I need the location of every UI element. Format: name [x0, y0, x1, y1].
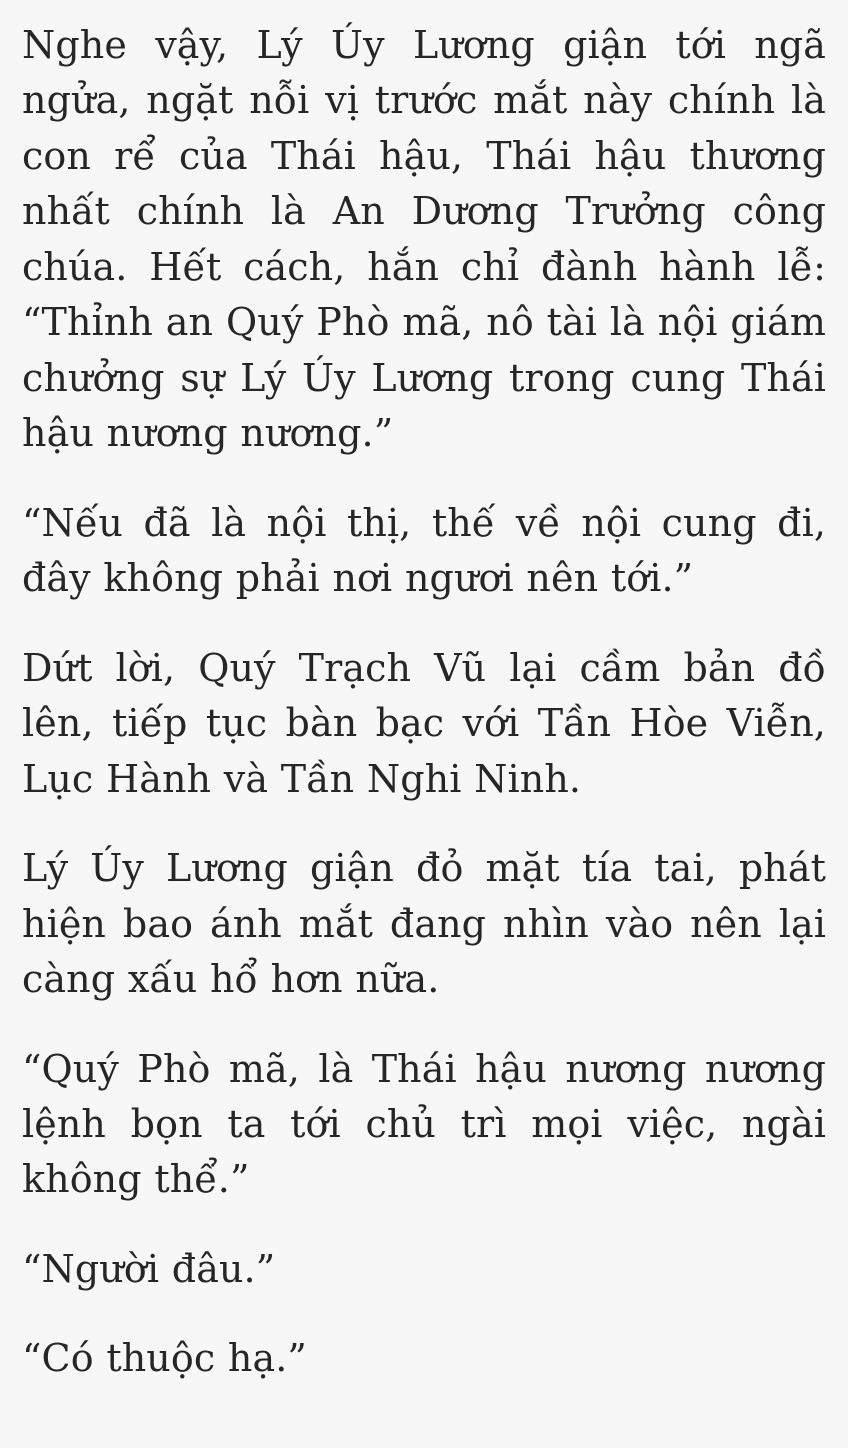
story-paragraph: “Quý Phò mã, là Thái hậu nương nương lệnh bọn ta tới chủ trì mọi việc, ngài không thể.”	[22, 1046, 826, 1202]
story-paragraph: “Người đâu.”	[22, 1246, 276, 1291]
story-paragraph: “Có thuộc hạ.”	[22, 1336, 307, 1381]
story-paragraph: “Nếu đã là nội thị, thế về nội cung đi, đây không phải nơi ngươi nên tới.”	[22, 500, 826, 601]
story-paragraph: Nghe vậy, Lý Úy Lương giận tới ngã ngửa, ngặt nỗi vị trước mắt này chính là con rể của Thái hậu, Thái hậu thương nhất chính là An Dương Trưởng công chúa. Hết cách, hắn chỉ đành hành lễ: “Thỉnh an Quý Phò mã, nô tài là nội giám chưởng sự Lý Úy Lương trong cung Thái hậu nương nương.”	[22, 23, 826, 456]
story-paragraph: Lý Úy Lương giận đỏ mặt tía tai, phát hiện bao ánh mắt đang nhìn vào nên lại càng xấu hổ hơn nữa.	[22, 846, 826, 1002]
story-paragraph: Dứt lời, Quý Trạch Vũ lại cầm bản đồ lên, tiếp tục bàn bạc với Tần Hòe Viễn, Lục Hành và Tần Nghi Ninh.	[22, 645, 826, 801]
